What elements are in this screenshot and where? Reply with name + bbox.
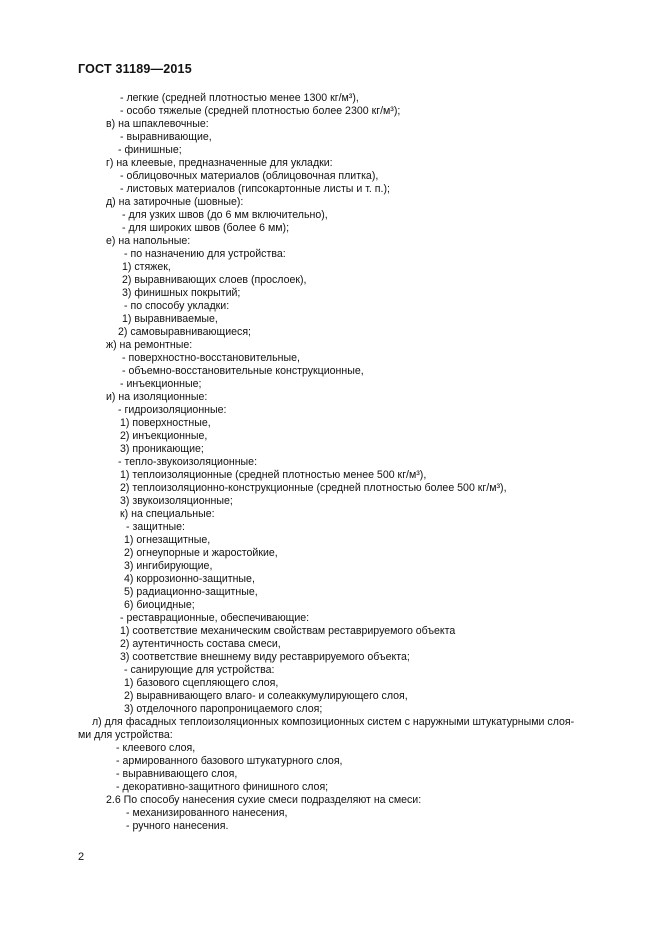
page-number: 2 xyxy=(78,851,85,863)
text-line: 2) аутентичность состава смеси, xyxy=(120,638,281,650)
text-line: 2) выравнивающего влаго- и солеаккумулирующего слоя, xyxy=(124,690,408,702)
text-line: 2) теплоизоляционно-конструкционные (средней плотностью более 500 кг/м³), xyxy=(120,482,507,494)
text-line: - поверхностно-восстановительные, xyxy=(122,352,300,364)
text-line: 3) финишных покрытий; xyxy=(122,287,241,299)
text-line: ми для устройства: xyxy=(78,729,173,741)
text-line: - для узких швов (до 6 мм включительно), xyxy=(122,209,328,221)
text-line: 4) коррозионно-защитные, xyxy=(124,573,255,585)
text-line: 1) огнезащитные, xyxy=(124,534,211,546)
text-line: - выравнивающие, xyxy=(120,131,212,143)
text-line: 3) звукоизоляционные; xyxy=(120,495,233,507)
text-line: 3) ингибирующие, xyxy=(124,560,213,572)
text-line: 2) огнеупорные и жаростойкие, xyxy=(124,547,278,559)
text-line: д) на затирочные (шовные): xyxy=(106,196,244,208)
text-line: 1) базового сцепляющего слоя, xyxy=(124,677,279,689)
text-line: в) на шпаклевочные: xyxy=(106,118,209,130)
text-line: е) на напольные: xyxy=(106,235,191,247)
text-line: ж) на ремонтные: xyxy=(106,339,193,351)
document-header: ГОСТ 31189—2015 xyxy=(78,62,192,76)
text-line: - по назначению для устройства: xyxy=(124,248,286,260)
text-line: - финишные; xyxy=(118,144,182,156)
text-line: 2) инъекционные, xyxy=(120,430,208,442)
text-line: - для широких швов (более 6 мм); xyxy=(122,222,290,234)
text-line: - тепло-звукоизоляционные: xyxy=(118,456,258,468)
text-line: - выравнивающего слоя, xyxy=(116,768,238,780)
text-line: - реставрационные, обеспечивающие: xyxy=(120,612,310,624)
text-line: - облицовочных материалов (облицовочная плитка), xyxy=(120,170,379,182)
text-line: г) на клеевые, предназначенные для укладки: xyxy=(106,157,333,169)
text-line: 1) поверхностные, xyxy=(120,417,211,429)
text-line: - гидроизоляционные: xyxy=(118,404,227,416)
text-line: - особо тяжелые (средней плотностью более 2300 кг/м³); xyxy=(120,105,401,117)
text-line: л) для фасадных теплоизоляционных композиционных систем с наружными штукатурными слоя- xyxy=(92,716,575,728)
text-line: - декоративно-защитного финишного слоя; xyxy=(116,781,329,793)
text-line: 1) соответствие механическим свойствам реставрируемого объекта xyxy=(120,625,456,637)
text-line: - объемно-восстановительные конструкционные, xyxy=(122,365,364,377)
text-line: 3) отделочного паропроницаемого слоя; xyxy=(124,703,323,715)
text-line: 3) соответствие внешнему виду реставрируемого объекта; xyxy=(120,651,410,663)
text-line: к) на специальные: xyxy=(120,508,215,520)
text-line: 3) проникающие; xyxy=(120,443,204,455)
text-line: - механизированного нанесения, xyxy=(126,807,288,819)
text-line: - защитные: xyxy=(126,521,186,533)
text-line: - санирующие для устройства: xyxy=(124,664,275,676)
text-line: 2.6 По способу нанесения сухие смеси подразделяют на смеси: xyxy=(106,794,422,806)
text-line: 6) биоцидные; xyxy=(124,599,195,611)
text-line: - армированного базового штукатурного слоя, xyxy=(116,755,343,767)
text-line: - легкие (средней плотностью менее 1300 кг/м³), xyxy=(120,92,359,104)
text-line: 2) самовыравнивающиеся; xyxy=(118,326,251,338)
text-line: - по способу укладки: xyxy=(124,300,230,312)
text-line: 5) радиационно-защитные, xyxy=(124,586,258,598)
text-line: 1) выравниваемые, xyxy=(122,313,218,325)
text-line: 1) теплоизоляционные (средней плотностью менее 500 кг/м³), xyxy=(120,469,427,481)
text-line: - клеевого слоя, xyxy=(116,742,196,754)
text-line: - инъекционные; xyxy=(120,378,202,390)
text-line: и) на изоляционные: xyxy=(106,391,208,403)
text-line: 2) выравнивающих слоев (прослоек), xyxy=(122,274,307,286)
text-line: - ручного нанесения. xyxy=(126,820,229,832)
text-line: 1) стяжек, xyxy=(122,261,171,273)
text-line: - листовых материалов (гипсокартонные листы и т. п.); xyxy=(120,183,390,195)
